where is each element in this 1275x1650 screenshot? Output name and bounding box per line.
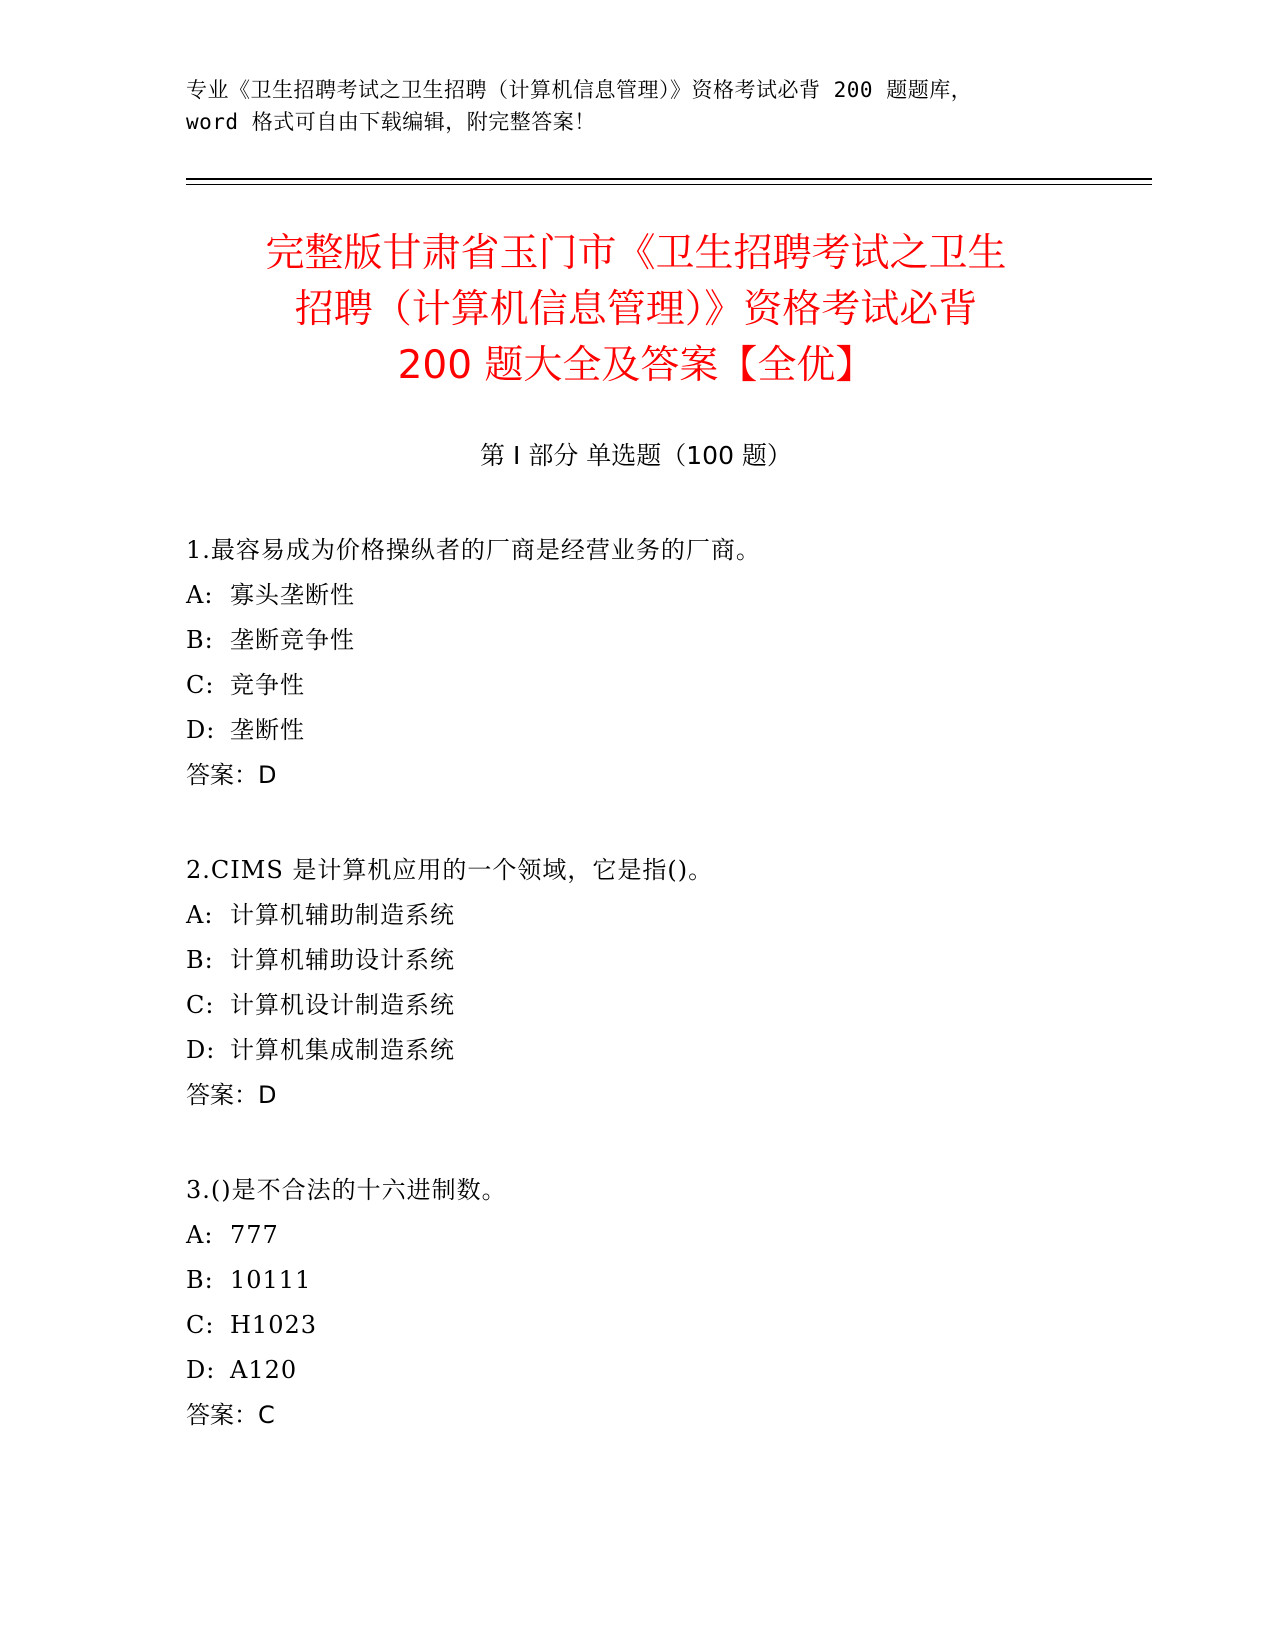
header-divider-thin	[186, 184, 1152, 185]
question-list	[186, 528, 1086, 1488]
answer-prefix: 答案：	[186, 1081, 258, 1109]
answer-line	[186, 753, 1086, 798]
option-a	[186, 893, 1086, 938]
option-label: B:	[186, 626, 214, 654]
option-text: 计算机辅助设计系统	[230, 946, 455, 974]
option-d	[186, 1348, 1086, 1393]
document-title-line-3: 200 题大全及答案【全优】	[397, 343, 875, 388]
option-text: 777	[230, 1221, 279, 1249]
option-c	[186, 1303, 1086, 1348]
option-label: D:	[186, 1036, 216, 1064]
option-text: 计算机设计制造系统	[230, 991, 455, 1019]
answer-prefix: 答案：	[186, 1401, 258, 1429]
question-stem: 2.CIMS 是计算机应用的一个领域，它是指()。	[186, 856, 714, 884]
option-d	[186, 1028, 1086, 1073]
option-b	[186, 1258, 1086, 1303]
answer-value: C	[258, 1401, 275, 1429]
option-b	[186, 618, 1086, 663]
option-label: D:	[186, 1356, 216, 1384]
option-a	[186, 1213, 1086, 1258]
question-item	[186, 528, 1086, 798]
option-text: 10111	[230, 1266, 312, 1294]
question-stem: 1.最容易成为价格操纵者的厂商是经营业务的厂商。	[186, 536, 761, 564]
option-label: A:	[186, 1221, 214, 1249]
answer-prefix: 答案：	[186, 761, 258, 789]
option-text: 垄断性	[230, 716, 305, 744]
option-label: B:	[186, 946, 214, 974]
header-note-line-1: 专业《卫生招聘考试之卫生招聘（计算机信息管理）》资格考试必背 200 题题库，	[186, 78, 973, 102]
header-note-line-2: word 格式可自由下载编辑，附完整答案！	[186, 110, 596, 134]
option-d	[186, 708, 1086, 753]
option-label: A:	[186, 901, 214, 929]
option-text: 计算机集成制造系统	[230, 1036, 455, 1064]
option-a	[186, 573, 1086, 618]
option-label: D:	[186, 716, 216, 744]
header-divider-thick	[186, 178, 1152, 180]
document-title-line-2: 招聘（计算机信息管理）》资格考试必背	[294, 287, 978, 332]
option-label: C:	[186, 671, 215, 699]
option-b	[186, 938, 1086, 983]
document-title-line-1: 完整版甘肃省玉门市《卫生招聘考试之卫生	[265, 231, 1007, 276]
question-stem: 3.()是不合法的十六进制数。	[186, 1176, 507, 1204]
option-label: C:	[186, 991, 215, 1019]
answer-line	[186, 1073, 1086, 1118]
option-c	[186, 983, 1086, 1028]
option-label: B:	[186, 1266, 214, 1294]
header-note	[186, 74, 1086, 138]
option-text: 寡头垄断性	[230, 581, 355, 609]
document-title	[186, 226, 1086, 394]
option-text: 计算机辅助制造系统	[230, 901, 455, 929]
option-text: 垄断竞争性	[230, 626, 355, 654]
question-item	[186, 848, 1086, 1118]
answer-value: D	[258, 761, 277, 789]
option-label: C:	[186, 1311, 215, 1339]
section-title: 第 I 部分 单选题（100 题）	[480, 441, 792, 470]
option-c	[186, 663, 1086, 708]
option-text: A120	[230, 1356, 298, 1384]
option-label: A:	[186, 581, 214, 609]
question-item	[186, 1168, 1086, 1438]
answer-value: D	[258, 1081, 277, 1109]
option-text: H1023	[230, 1311, 318, 1339]
option-text: 竞争性	[230, 671, 305, 699]
answer-line	[186, 1393, 1086, 1438]
